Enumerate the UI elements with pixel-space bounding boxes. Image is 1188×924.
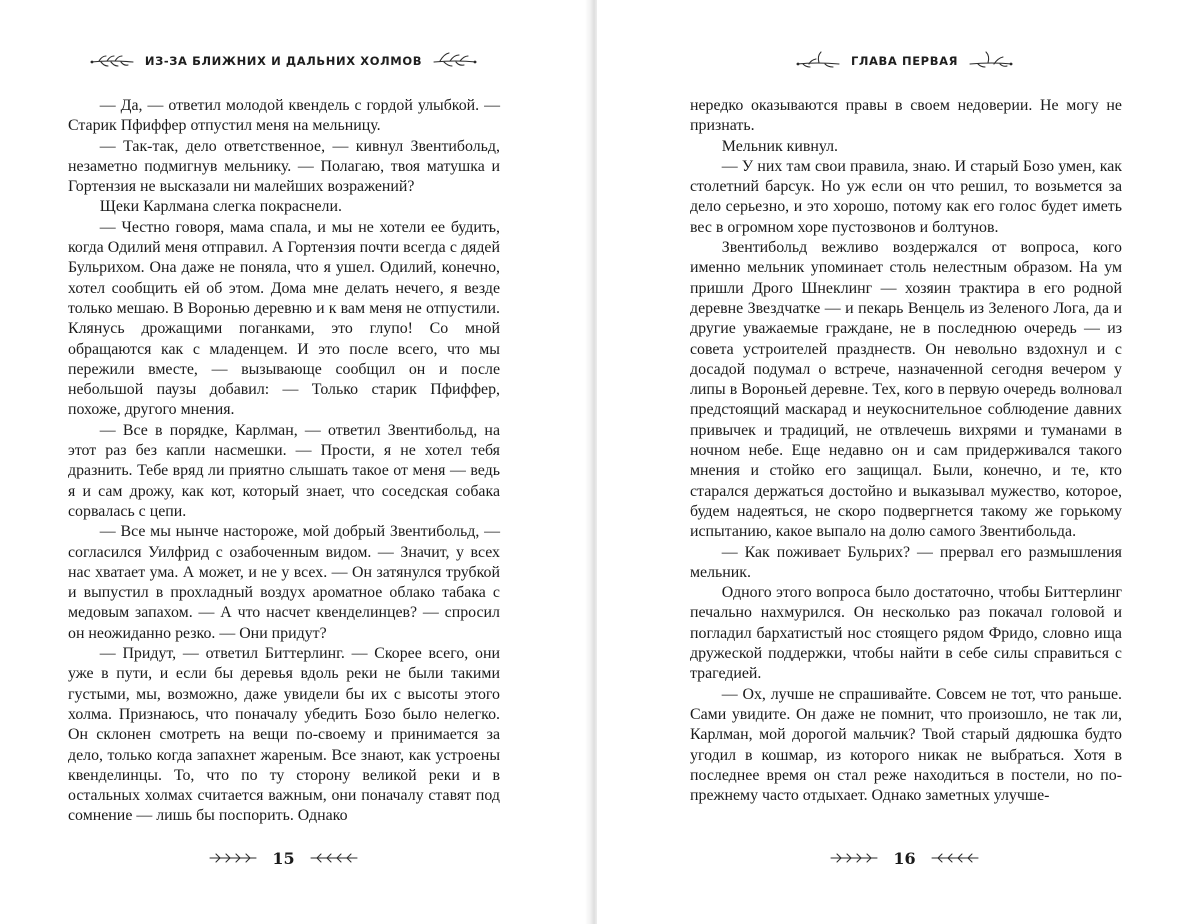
page-number: 15 (272, 848, 295, 868)
right-running-header (609, 47, 1188, 75)
paragraph: Одного этого вопроса было достаточно, чтобы Биттерлинг печально нахмурился. Он несколько раз покачал головой и погладил бархатистый нос стоящего рядом Фридо, словно ища дружеской поддержки, чтобы найти в себе силы справиться с трагедией. (690, 584, 1122, 683)
paragraph: Звентибольд вежливо воздержался от вопроса, кого именно мельник упоминает столь нелестным образом. На ум пришли Дрого Шнеклинг — хозяин трактира в его родной деревне Звездчатке — и пекарь Венцель из Зеленого Лога, да и другие уважаемые граждане, не в последнюю очередь — из совета устроителей празднеств. Он невольно вздохнул и с досадой подумал о встрече, назначенной сегодня вечером у липы в Вороньей деревне. Тех, кого в первую очередь волновал предстоящий маскарад и неукоснительное соблюдение давних привычек и традиций, не отвлечешь вихрями и туманами в ночном небе. Еще недавно он и сам придерживался такого мнения и стойко его защищал. Были, конечно, и те, кто старался держаться достойно и выказывал мужество, которое, будем надеяться, не скоро подвергнется такому же горькому испытанию, какое выпало на долю самого Звентибольда. (690, 239, 1122, 541)
paragraph: нередко оказываются правы в своем недоверии. Не могу не признать. (690, 97, 1122, 135)
paragraph: — Ох, лучше не спрашивайте. Совсем не тот, что раньше. Сами увидите. Он даже не помнит, что произошло, не так ли, Карлман, мой дорогой мальчик? Твой старый дядюшка будто угодил в кошмар, из которого никак не выбраться. Хотя в последнее время он стал реже находиться в постели, но по-прежнему часто отдыхает. Однако заметных улучше- (690, 685, 1122, 805)
left-page-text (68, 96, 500, 827)
right-folio (609, 844, 1188, 872)
right-page-text (690, 96, 1122, 806)
folio-ornament-left-icon (829, 850, 879, 866)
paragraph: — Честно говоря, мама спала, и мы не хотели ее будить, когда Одилий меня отправил. А Гортензия почти всегда с дядей Бульрихом. Она даже не поняла, что я ушел. Одилий, конечно, хотел сообщить ей об этом. Дома мне делать нечего, я везде только мешаю. В Воронью деревню и к вам меня не отпустили. Клянусь дрожащими поганками, это глупо! Со мной обращаются как с младенцем. И это после всего, что мы пережили вместе, — вызывающе сообщил он и после небольшой паузы добавил: — Только старик Пфиффер, похоже, другого мнения. (68, 218, 500, 419)
paragraph: — Все мы нынче настороже, мой добрый Звентибольд, — согласился Уилфрид с озабоченным видом. — Значит, у всех нас хватает ума. А может, и не у всех. — Он затянулся трубкой и выпустил в прохладный воздух ароматное облако табака с медовым запахом. — А что насчет квенделинцев? — спросил он неожиданно резко. — Они придут? (68, 523, 500, 642)
folio-ornament-right-icon (930, 850, 980, 866)
sprig-ornament-right-icon (968, 50, 1014, 72)
page-number: 16 (893, 848, 916, 868)
paragraph: — Как поживает Бульрих? — прервал его размышления мельник. (690, 543, 1122, 581)
folio-ornament-right-icon (309, 850, 359, 866)
sprig-ornament-right-icon (432, 50, 478, 72)
running-title: ИЗ-ЗА БЛИЖНИХ И ДАЛЬНИХ ХОЛМОВ (144, 54, 423, 68)
left-running-header (0, 47, 579, 75)
paragraph: — У них там свои правила, знаю. И старый Бозо умен, как столетний барсук. Но уж если он что решил, то возьмется за дело серьезно, и это хорошо, потому как его голос будет иметь вес в огромном хоре пустозвонов и болтунов. (690, 157, 1122, 236)
left-page (0, 0, 591, 924)
left-folio (0, 844, 579, 872)
running-title: ГЛАВА ПЕРВАЯ (850, 54, 959, 68)
paragraph: — Все в порядке, Карлман, — ответил Звентибольд, на этот раз без капли насмешки. — Прости, я не хотел тебя дразнить. Тебе вряд ли приятно слышать такое от меня — ведь я и сам дрожу, как кот, который знает, что соседская собака сорвалась с цепи. (68, 421, 500, 520)
paragraph: — Да, — ответил молодой квендель с гордой улыбкой. — Старик Пфиффер отпустил меня на мельницу. (68, 97, 500, 135)
paragraph: Мельник кивнул. (721, 137, 839, 155)
sprig-ornament-left-icon (795, 50, 841, 72)
paragraph: — Придут, — ответил Биттерлинг. — Скорее всего, они уже в пути, и если бы деревья вдоль реки не были такими густыми, мы, возможно, даже увидели бы их с высоты этого холма. Признаюсь, что поначалу убедить Бозо было нелегко. Он склонен смотреть на вещи по-своему и принимается за дело, только когда запахнет жареным. Все знают, как устроены квенделинцы. То, что по ту сторону великой реки и в остальных холмах считается важным, они поначалу ставят под сомнение — лишь бы поспорить. Однако (68, 645, 500, 825)
paragraph: Щеки Карлмана слегка покраснели. (99, 198, 342, 216)
right-page (597, 0, 1188, 924)
paragraph: — Так-так, дело ответственное, — кивнул Звентибольд, незаметно подмигнув мельнику. — Полагаю, твоя матушка и Гортензия не высказали ни малейших возражений? (68, 137, 500, 196)
folio-ornament-left-icon (208, 850, 258, 866)
sprig-ornament-left-icon (89, 50, 135, 72)
